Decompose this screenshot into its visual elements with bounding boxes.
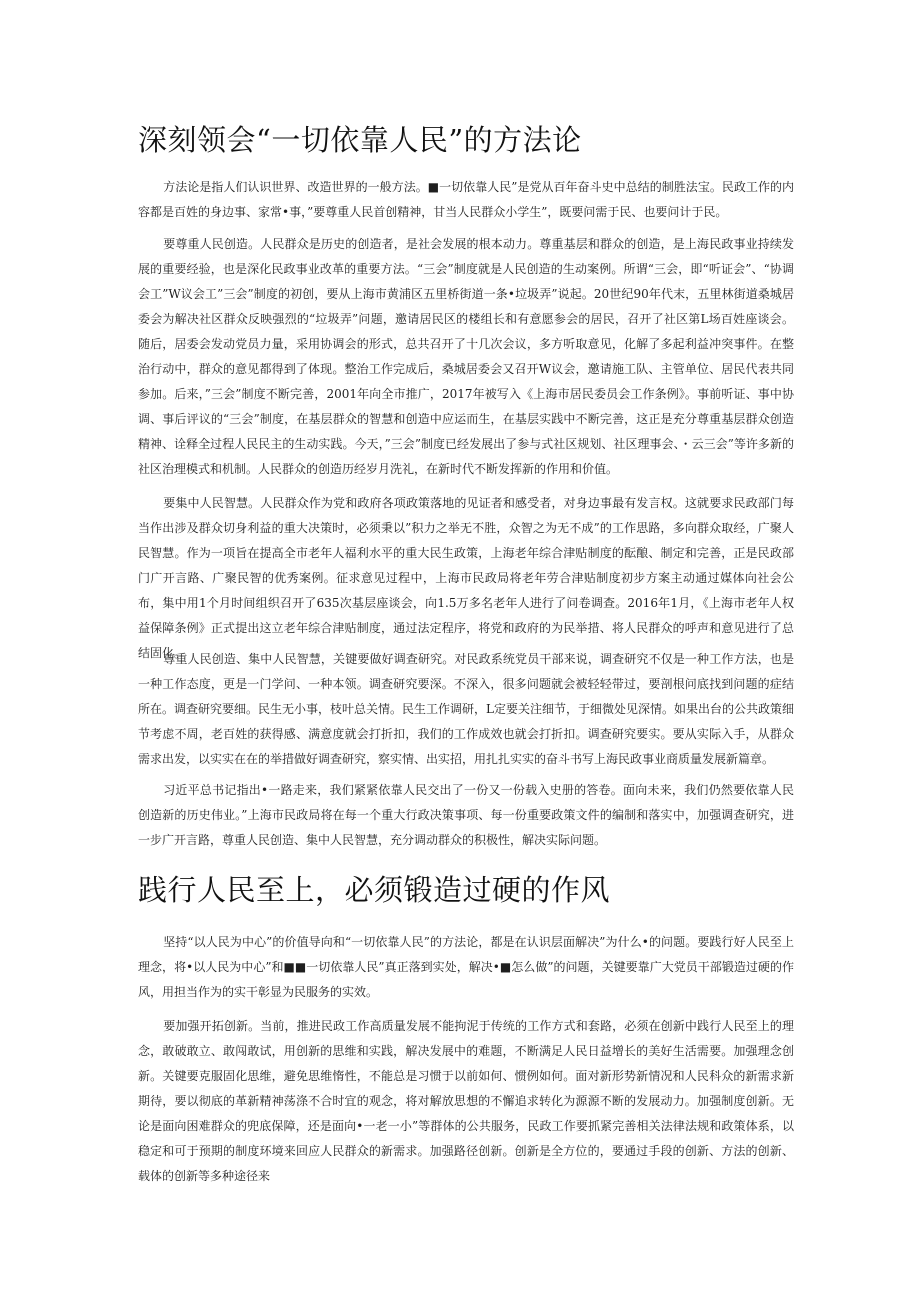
paragraph: 方法论是指人们认识世界、改造世界的一般方法。■一切依靠人民”是党从百年奋斗史中总结的制胜法宝。民政工作的内容都是百姓的身边事、家常•事，”要尊重人民首创精神，甘当人民群众小学生”，既要问需于民、也要问计于民。 xyxy=(138,180,794,219)
paragraph: 尊重人民创造、集中人民智慧，关键要做好调查研究。对民政系统党员干部来说，调查研究不仅是一种工作方法，也是一种工作态度，更是一门学问、一种本领。调查研究要深。不深入，很多问题就会被轻轻带过，要剖根问底找到问题的症结所在。调查研究要细。民生无小事，枝叶总关情。民生工作调研，L定要关注细节，于细微处见深情。如果出台的公共政策细节考虑不周，老百姓的获得感、满意度就会打折扣，我们的工作成效也就会打折扣。调查研究要实。要从实际入手，从群众需求出发，以实实在在的举措做好调查研究，察实情、出实招，用扎扎实实的奋斗书写上海民政事业商质量发展新篇章。 xyxy=(138,652,794,766)
section-heading: 深刻领会“一切依靠人民”的方法论 xyxy=(138,123,582,157)
paragraph: 要加强开拓创新。当前，推进民政工作高质量发展不能拘泥于传统的工作方式和套路，必须在创新中践行人民至上的理念，敢破敢立、敢闯敢试，用创新的思维和实践，解决发展中的难题，不断满足人民日益增长的美好生活需要。加强理念创新。关键要克服固化思维，避免思维惰性，不能总是习惯于以前如何、惯例如何。面对新形势新情况和人民科众的新需求新期待，要以彻底的革新精神荡涤不合时宜的观念，将对解放思想的不懈追求转化为源源不断的发展动力。加强制度创新。无论是面向困难群众的兜底保障，还是面向•一老一小”等群体的公共服务，民政工作要抓紧完善相关法律法规和政策体系，以稳定和可于预期的制度环境来回应人民群众的新需求。加强路径创新。创新是全方位的，要通过手段的创新、方法的创新、载体的创新等多种途径来 xyxy=(138,1019,794,1183)
section-heading: 践行人民至上，必须锻造过硬的作风 xyxy=(138,873,611,907)
paragraph: 要集中人民智慧。人民群众作为党和政府各项政策落地的见证者和感受者，对身边事最有发言权。这就要求民政部门每当作出涉及群众切身利益的重大决策时，必须秉以”积力之举无不胜，众智之为无不成”的工作思路，多向群众取经，广聚人民智慧。作为一项旨在提高全市老年人福利水平的重大民生政策，上海老年综合津贴制度的酝酿、制定和完善，正是民政部门广开言路、广聚民智的优秀案例。征求意见过程中，上海市民政局将老年劳合津贴制度初步方案主动通过媒体向社会公布，集中用1个月时间组织召开了635次基层座谈会，向1.5万多名老年人进行了问卷调查。2016年1月，《上海市老年人权益保障条例》正式提出这立老年综合津贴制度，通过法定程序，将党和政府的为民举措、将人民群众的呼声和意见进行了总结固化。 xyxy=(138,496,794,660)
paragraph: 要尊重人民创造。人民群众是历史的创造者，是社会发展的根本动力。尊重基层和群众的创造，是上海民政事业持续发展的重要经验，也是深化民政事业改革的重要方法。“三会”制度就是人民创造的生动案例。所谓“三会，即“听证会”、“协调会工”W议会工”三会”制度的初创，要从上海市黄浦区五里桥街道一条•垃圾弄”说起。20世纪90年代末，五里林街道桑城居委会为解决社区群众反映强烈的“垃圾弄”问题，邀请居民区的楼组长和有意愿参会的居民，召开了社区第L场百姓座谈会。随后，居委会发动党员力量，采用协调会的形式，总共召开了十几次会议，多方听取意见，化解了多起利益冲突事件。在整治行动中，群众的意见都得到了体现。整治工作完成后，桑城居委会又召开W议会，邀请施工队、主管单位、居民代表共同参加。后来，”三会”制度不断完善，2001年向全市推广，2017年被写入《上海市居民委员会工作条例》。事前听证、事中协调、事后评议的“三会”制度，在基层群众的智慧和创造中应运而生，在基层实践中不断完善，这正是充分尊重基层群众创造精神、诠释全过程人民民主的生动实践。今天，”三会”制度已经发展出了参与式社区规划、社区理事会、・云三会”等许多新的社区治理模式和机制。人民群众的创造历经岁月洗礼，在新时代不断发挥新的作用和价值。 xyxy=(138,237,794,476)
paragraph: 习近平总书记指出•一路走来，我们紧紧依靠人民交出了一份又一份载入史册的答卷。面向未来，我们仍然要依靠人民创造新的历史伟业。”上海市民政局将在每一个重大行政决策事项、每一份重要政策文件的编制和落实中，加强调查研究，进一步广开言路，尊重人民创造、集中人民智慧，充分调动群众的积极性，解决实际问题。 xyxy=(138,783,794,847)
paragraph: 坚持“以人民为中心”的价值导向和“一切依靠人民”的方法论，都是在认识层面解决”为什么•的问题。要践行好人民至上理念，将•以人民为中心”和■■一切依靠人民”真正落到实处，解决•■怎么做”的问题，关键要靠广大党员干部锻造过硬的作风，用担当作为的实干彰显为民服务的实效。 xyxy=(138,935,794,999)
